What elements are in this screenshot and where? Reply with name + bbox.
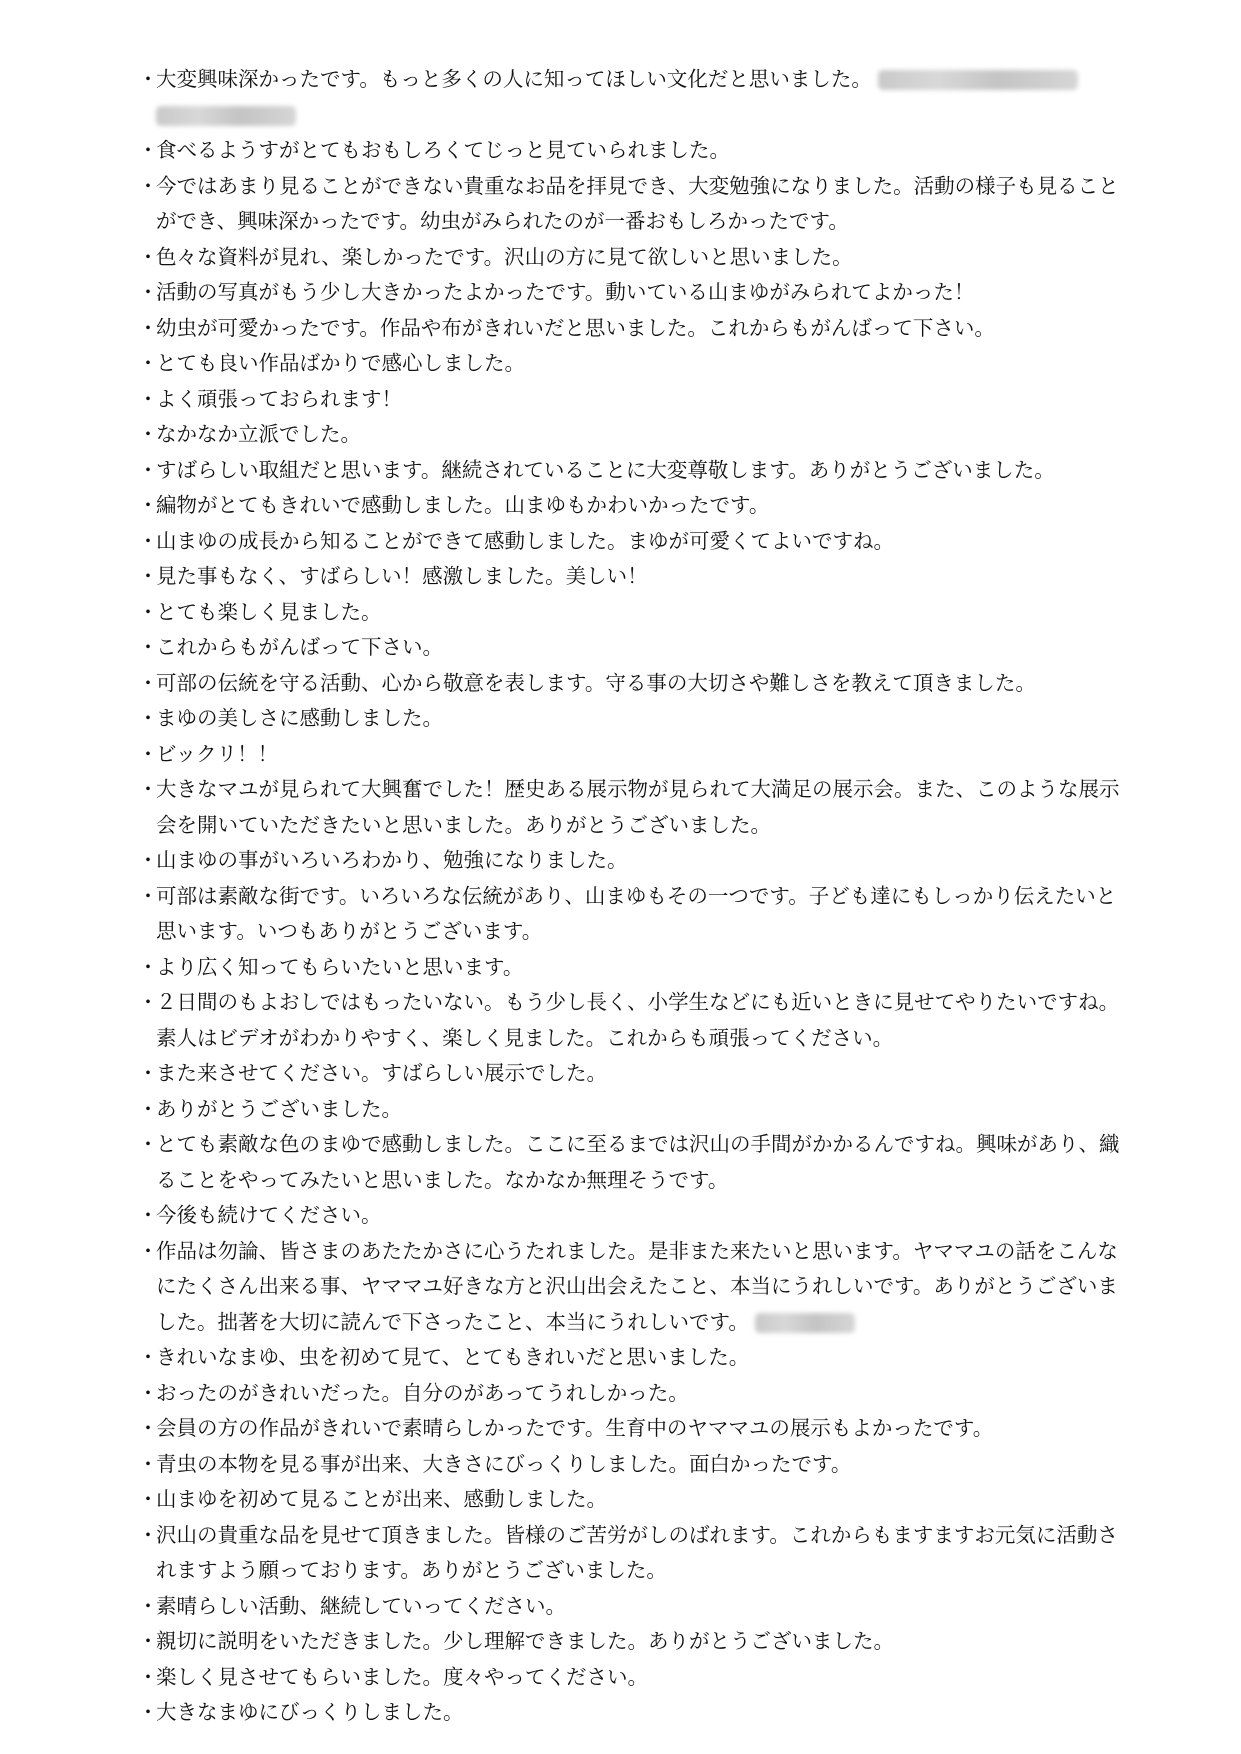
comment-text: とても素敵な色のまゆで感動しました。ここに至るまでは沢山の手間がかかるんですね。興味があり、織ることをやってみたいと思いました。なかなか無理そうです。 <box>156 1132 1120 1192</box>
bullet-marker: ・ <box>138 848 158 872</box>
comment-text: まゆの美しさに感動しました。 <box>156 706 443 730</box>
comment-text: なかなか立派でした。 <box>156 422 361 446</box>
comment-item <box>138 1092 1128 1128</box>
comment-item <box>138 1447 1128 1483</box>
comment-text: また来させてください。すばらしい展示でした。 <box>156 1061 607 1085</box>
comment-item <box>138 630 1128 666</box>
bullet-marker: ・ <box>138 528 158 553</box>
bullet-marker: ・ <box>138 599 158 624</box>
bullet-marker: ・ <box>138 1700 158 1724</box>
bullet-marker: ・ <box>138 1132 158 1156</box>
comment-text: 今後も続けてください。 <box>156 1203 382 1227</box>
redacted-name-blur <box>156 106 296 126</box>
bullet-marker: ・ <box>138 315 158 340</box>
comment-item <box>138 701 1128 737</box>
bullet-marker: ・ <box>138 1061 158 1085</box>
comment-list <box>138 62 1128 1731</box>
comment-item <box>138 1234 1128 1341</box>
bullet-marker: ・ <box>138 1096 158 1121</box>
bullet-marker: ・ <box>138 138 158 162</box>
comment-item <box>138 311 1128 347</box>
comment-text: これからもがんばって下さい。 <box>156 635 443 659</box>
comment-item <box>138 559 1128 595</box>
comment-text: 会員の方の作品がきれいで素晴らしかったです。生育中のヤママユの展示もよかったです。 <box>156 1416 994 1440</box>
comment-text: 作品は勿論、皆さまのあたたかさに心うたれました。是非また来たいと思います。ヤママユの話をこんなにたくさん出来る事、ヤママユ好きな方と沢山出会えたこと、本当にうれしいです。ありがとうございました。拙著を大切に読んで下さったこと、本当にうれしいです。 <box>156 1238 1118 1334</box>
comment-text: よく頑張っておられます！ <box>156 386 402 411</box>
comment-item <box>138 1695 1128 1731</box>
bullet-marker: ・ <box>138 422 158 446</box>
comment-text: 見た事もなく、すばらしい！感激しました。美しい！ <box>156 564 648 588</box>
bullet-marker: ・ <box>138 1522 158 1547</box>
comment-text: 編物がとてもきれいで感動しました。山まゆもかわいかったです。 <box>156 493 770 517</box>
comment-item <box>138 240 1128 276</box>
comment-item <box>138 595 1128 631</box>
bullet-marker: ・ <box>138 883 158 908</box>
comment-item <box>138 1660 1128 1696</box>
bullet-marker: ・ <box>138 386 158 411</box>
comment-item <box>138 772 1128 843</box>
bullet-marker: ・ <box>138 954 158 979</box>
comment-text: 大きなまゆにびっくりしました。 <box>156 1700 464 1724</box>
comment-item <box>138 62 1128 133</box>
bullet-marker: ・ <box>138 351 158 375</box>
comment-text: おったのがきれいだった。自分のがあってうれしかった。 <box>156 1380 689 1405</box>
bullet-marker: ・ <box>138 1629 158 1653</box>
bullet-marker: ・ <box>138 990 158 1014</box>
comment-text: 山まゆの成長から知ることができて感動しました。まゆが可愛くてよいですね。 <box>156 528 894 553</box>
bullet-marker: ・ <box>138 493 158 517</box>
bullet-marker: ・ <box>138 741 158 766</box>
comment-text: 楽しく見させてもらいました。度々やってください。 <box>156 1664 648 1689</box>
comment-item <box>138 1376 1128 1412</box>
comment-text: ２日間のもよおしではもったいない。もう少し長く、小学生などにも近いときに見せてやりたいですね。素人はビデオがわかりやすく、楽しく見ました。これからも頑張ってください。 <box>156 990 1120 1050</box>
comment-text: 沢山の貴重な品を見せて頂きました。皆様のご苦労がしのばれます。これからもますますお元気に活動されますよう願っております。ありがとうございました。 <box>156 1522 1118 1582</box>
comment-item <box>138 985 1128 1056</box>
bullet-marker: ・ <box>138 280 158 304</box>
comment-text: ありがとうございました。 <box>156 1096 402 1121</box>
comment-text: とても楽しく見ました。 <box>156 599 382 624</box>
bullet-marker: ・ <box>138 635 158 659</box>
comment-text: 今ではあまり見ることができない貴重なお品を拝見でき、大変勉強になりました。活動の様子も見ることができ、興味深かったです。幼虫がみられたのが一番おもしろかったです。 <box>156 173 1119 233</box>
comment-item <box>138 1340 1128 1376</box>
comment-item <box>138 382 1128 418</box>
comment-text: 素晴らしい活動、継続していってください。 <box>156 1593 566 1618</box>
comment-item <box>138 1589 1128 1625</box>
bullet-marker: ・ <box>138 777 158 801</box>
bullet-marker: ・ <box>138 1238 158 1263</box>
comment-item <box>138 346 1128 382</box>
bullet-marker: ・ <box>138 244 158 269</box>
survey-comments-page <box>138 62 1128 1731</box>
comment-text: 大きなマユが見られて大興奮でした！歴史ある展示物が見られて大満足の展示会。また、このような展示会を開いていただきたいと思いました。ありがとうございました。 <box>156 777 1120 837</box>
bullet-marker: ・ <box>138 1203 158 1227</box>
bullet-marker: ・ <box>138 1487 158 1511</box>
bullet-marker: ・ <box>138 1593 158 1618</box>
comment-text: 青虫の本物を見る事が出来、大きさにびっくりしました。面白かったです。 <box>156 1451 852 1476</box>
comment-item <box>138 879 1128 950</box>
comment-item <box>138 1127 1128 1198</box>
comment-item <box>138 1482 1128 1518</box>
comment-text: 可部の伝統を守る活動、心から敬意を表します。守る事の大切さや難しさを教えて頂きました。 <box>156 670 1036 695</box>
comment-item <box>138 1198 1128 1234</box>
bullet-marker: ・ <box>138 670 158 695</box>
comment-text: より広く知ってもらいたいと思います。 <box>156 954 524 979</box>
comment-text: 幼虫が可愛かったです。作品や布がきれいだと思いました。これからもがんばって下さい。 <box>156 315 995 340</box>
redacted-name-blur <box>878 70 1078 90</box>
bullet-marker: ・ <box>138 706 158 730</box>
bullet-marker: ・ <box>138 1345 158 1369</box>
redacted-name-blur <box>755 1313 855 1333</box>
comment-text: すばらしい取組だと思います。継続されていることに大変尊敬します。ありがとうございました。 <box>156 457 1055 482</box>
bullet-marker: ・ <box>138 173 158 198</box>
comment-item <box>138 417 1128 453</box>
bullet-marker: ・ <box>138 457 158 482</box>
comment-text: 親切に説明をいただきました。少し理解できました。ありがとうございました。 <box>156 1629 894 1653</box>
comment-text: 可部は素敵な街です。いろいろな伝統があり、山まゆもその一つです。子ども達にもしっかり伝えたいと思います。いつもありがとうございます。 <box>156 883 1117 943</box>
comment-item <box>138 1411 1128 1447</box>
comment-text: 活動の写真がもう少し大きかったよかったです。動いている山まゆがみられてよかった！ <box>156 280 975 304</box>
comment-item <box>138 453 1128 489</box>
comment-item <box>138 1056 1128 1092</box>
comment-text: 大変興味深かったです。もっと多くの人に知ってほしい文化だと思いました。 <box>156 67 872 91</box>
comment-text: 山まゆを初めて見ることが出来、感動しました。 <box>156 1487 607 1511</box>
comment-text: きれいなまゆ、虫を初めて見て、とてもきれいだと思いました。 <box>156 1345 750 1369</box>
bullet-marker: ・ <box>138 564 158 588</box>
comment-item <box>138 1518 1128 1589</box>
comment-text: とても良い作品ばかりで感心しました。 <box>156 351 525 375</box>
comment-item <box>138 843 1128 879</box>
comment-item <box>138 524 1128 560</box>
comment-item <box>138 488 1128 524</box>
bullet-marker: ・ <box>138 1416 158 1440</box>
comment-item <box>138 737 1128 773</box>
comment-text: 色々な資料が見れ、楽しかったです。沢山の方に見て欲しいと思いました。 <box>156 244 853 269</box>
comment-item <box>138 169 1128 240</box>
comment-item <box>138 666 1128 702</box>
comment-item <box>138 133 1128 169</box>
bullet-marker: ・ <box>138 1380 158 1405</box>
comment-item <box>138 275 1128 311</box>
comment-text: ビックリ！！ <box>156 741 279 766</box>
bullet-marker: ・ <box>138 1451 158 1476</box>
comment-text: 食べるようすがとてもおもしろくてじっと見ていられました。 <box>156 138 730 162</box>
comment-item <box>138 950 1128 986</box>
comment-item <box>138 1624 1128 1660</box>
bullet-marker: ・ <box>138 67 158 91</box>
comment-text: 山まゆの事がいろいろわかり、勉強になりました。 <box>156 848 628 872</box>
bullet-marker: ・ <box>138 1664 158 1689</box>
